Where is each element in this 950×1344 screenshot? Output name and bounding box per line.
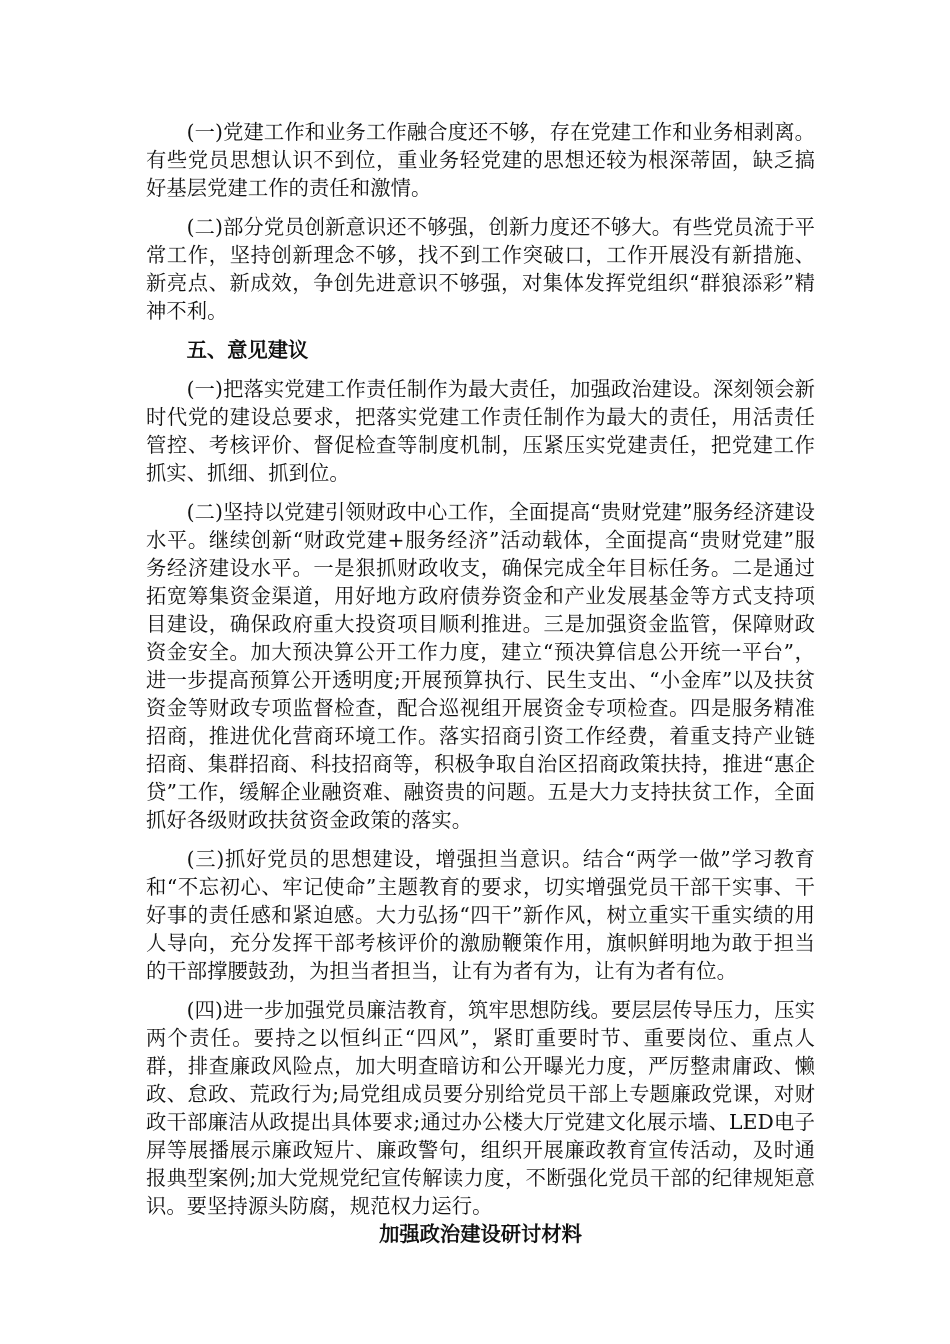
document-title: 加强政治建设研讨材料 [379, 1222, 582, 1246]
paragraph-suggestion-4: (四)进一步加强党员廉洁教育，筑牢思想防线。要层层传导压力，压实两个责任。要持之以恒纠正“四风”，紧盯重要时节、重要岗位、重点人群，排查廉政风险点，加大明查暗访和公开曝光力度，严厉整肃庸政、懒政、怠政、荒政行为;局党组成员要分别给党员干部上专题廉政党课，对财政干部廉洁从政提出具体要求;通过办公楼大厅党建文化展示墙、LED电子屏等展播展示廉政短片、廉政警句，组织开展廉政教育宣传活动，及时通报典型案例;加大党规党纪宣传解读力度，不断强化党员干部的纪律规矩意识。要坚持源头防腐，规范权力运行。 [146, 998, 815, 1218]
paragraph-suggestion-3: (三)抓好党员的思想建设，增强担当意识。结合“两学一做”学习教育和“不忘初心、牢记使命”主题教育的要求，切实增强党员干部干实事、干好事的责任感和紧迫感。大力弘扬“四干”新作风，树立重实干重实绩的用人导向，充分发挥干部考核评价的激励鞭策作用，旗帜鲜明地为敢于担当的干部撑腰鼓劲，为担当者担当，让有为者有为，让有为者有位。 [146, 847, 815, 983]
paragraph-suggestion-2: (二)坚持以党建引领财政中心工作，全面提高“贵财党建”服务经济建设水平。继续创新“财政党建+服务经济”活动载体，全面提高“贵财党建”服务经济建设水平。一是狠抓财政收支，确保完成全年目标任务。二是通过拓宽筹集资金渠道，用好地方政府债券资金和产业发展基金等方式支持项目建设，确保政府重大投资项目顺利推进。三是加强资金监管，保障财政资金安全。加大预决算公开工作力度，建立“预决算信息公开统一平台”，进一步提高预算公开透明度;开展预算执行、民生支出、“小金库”以及扶贫资金等财政专项监督检查，配合巡视组开展资金专项检查。四是服务精准招商，推进优化营商环境工作。落实招商引资工作经费，着重支持产业链招商、集群招商、科技招商等，积极争取自治区招商政策扶持，推进“惠企贷”工作，缓解企业融资难、融资贵的问题。五是大力支持扶贫工作，全面抓好各级财政扶贫资金政策的落实。 [146, 500, 815, 832]
paragraph-problem-1: (一)党建工作和业务工作融合度还不够，存在党建工作和业务相剥离。有些党员思想认识不到位，重业务轻党建的思想还较为根深蒂固，缺乏搞好基层党建工作的责任和激情。 [146, 120, 815, 200]
paragraph-problem-2: (二)部分党员创新意识还不够强，创新力度还不够大。有些党员流于平常工作，坚持创新理念不够，找不到工作突破口，工作开展没有新措施、新亮点、新成效，争创先进意识不够强，对集体发挥党组织“群狼添彩”精神不利。 [146, 215, 815, 323]
paragraph-suggestion-1: (一)把落实党建工作责任制作为最大责任，加强政治建设。深刻领会新时代党的建设总要求，把落实党建工作责任制作为最大的责任，用活责任管控、考核评价、督促检查等制度机制，压紧压实党建责任，把党建工作抓实、抓细、抓到位。 [146, 377, 815, 485]
section-heading: 五、意见建议 [186, 338, 309, 362]
